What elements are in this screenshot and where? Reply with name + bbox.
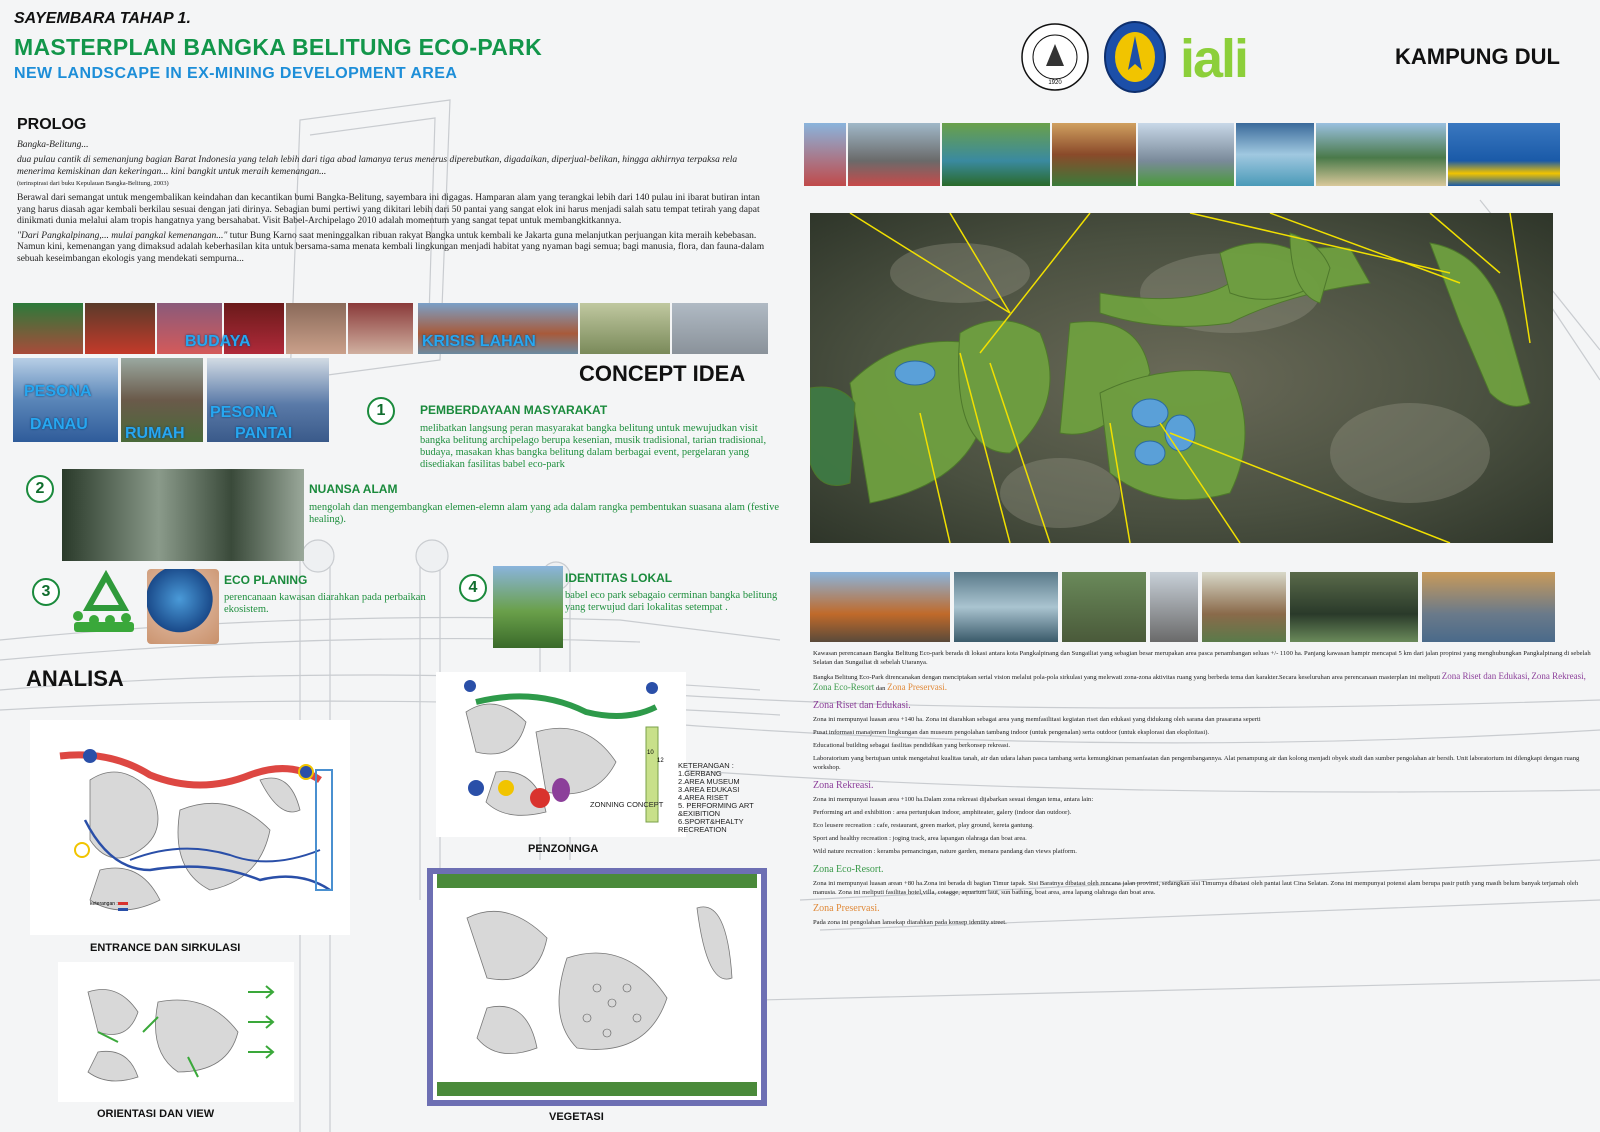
zoning-legend-item: 1.GERBANG — [678, 769, 722, 778]
prolog-heading: PROLOG — [17, 116, 87, 133]
zona-rekreasi-line-3: Eco leusere recreation : cafe, restaurant, green market, play ground, kereta gantung. — [813, 822, 1034, 829]
concept-number-1: 1 — [367, 397, 395, 425]
page-subtitle: NEW LANDSCAPE IN EX-MINING DEVELOPMENT AREA — [14, 65, 458, 82]
zone-list-and: dan — [875, 684, 886, 692]
zoning-number-10: 10 — [647, 750, 654, 756]
zoning-number-12: 12 — [657, 758, 664, 764]
zoning-legend-item: 3.AREA EDUKASI — [678, 785, 740, 794]
reference-photo-strip-bottom — [810, 572, 1555, 642]
zona-riset-line-1: Zona ini mempunyai luasan area +140 ha. Zona ini diarahkan sebagai area yang memfasilitasi kegiatan riset dan edukasi yang didukung oleh sarana dan prasarana seperti — [813, 716, 1261, 723]
competition-stage-label: SAYEMBARA TAHAP 1. — [14, 10, 191, 27]
concept-number-3: 3 — [32, 578, 60, 606]
prolog-quote-bung-karno: "Dari Pangkalpinang,... mulai pangkal kemenangan..." — [17, 230, 228, 241]
zone-list-riset: Zona Riset dan Edukasi, — [1441, 671, 1530, 681]
zoning-legend-item: 2.AREA MUSEUM — [678, 777, 740, 786]
vegetasi-caption: VEGETASI — [549, 1111, 604, 1123]
masterplan-aerial-map — [810, 213, 1553, 543]
concept-text-2: mengolah dan mengembangkan elemen-elemn alam yang ada dalam rangka pembentukan suasana alam (festive healing). — [309, 502, 779, 525]
recycle-people-icon — [66, 568, 146, 638]
description-intro-2-text: Bangka Belitung Eco-Park direncanakan dengan menciptakan serial vision melalui pola-pola sirkulasi yang melewati zona-zona aktivitas ruang yang berbeda tema dan karakter.Secara keseluruhan area perencanaan masterplan ini meliputi — [813, 674, 1441, 681]
zona-preservasi-line-1: Pada zona ini pengolahan lansekap diarahkan pada konsep identity street. — [813, 919, 1007, 926]
rumah-label: RUMAH — [125, 425, 185, 442]
prolog-salutation: Bangka-Belitung... — [17, 140, 89, 150]
zona-riset-line-2: Pusat informasi manajemen lingkungan dan museum pengolahan tambang indoor (untuk pengenalan) serta outdoor (untuk eksplorasi dan eksploitasi). — [813, 729, 1210, 736]
pesona-danau-label-1: PESONA — [24, 383, 92, 400]
prolog-text — [17, 140, 767, 265]
penzonnga-map — [436, 672, 686, 837]
zona-riset-line-4: Laboratorium yang bertujuan untuk mengetahui kualitas tanah, air dan udara lahan pasca tambang serta kemungkinan pemanfaatan dan pengembangannya. Alat penampung air dan kolong menjadi obyek studi dan sumber pengolahan air bersih. Unit laboratorium ini dilengkapi dengan ruang workshop. — [813, 755, 1580, 771]
pesona-pantai-label-2: PANTAI — [235, 425, 293, 442]
pesona-danau-label-2: DANAU — [30, 416, 88, 433]
penzonnga-caption: PENZONNGA — [528, 843, 599, 855]
iali-logo: iali — [1180, 29, 1248, 89]
prolog-paragraph-2 — [17, 231, 767, 266]
description-intro: Kawasan perencanaan Bangka Belitung Eco-park berada di lokasi antara kota Pangkalpinang dan Sungailiat yang sebagian besar merupakan area pasca penambangan seluas +/- 1100 ha. Panjang kawasan hampir mencapai 5 km dari jalan propinsi yang menghubungkan Pangkalpinang di sebelah Selatan dan Sungailiat di sebelah Utaranya. — [813, 650, 1591, 666]
zona-rekreasi-heading: Zona Rekreasi. — [813, 780, 874, 791]
prolog-source: (terinspirasi dari buku Kepulauan Bangka-Belitung, 2003) — [17, 180, 169, 187]
prolog-paragraph-2-body: tutur Bung Karno saat meninggalkan ribuan rakyat Bangka untuk kembali ke Jakarta guna melanjutkan perjuangan kita meraih kebebasan. Namun kini, kemenangan yang dimaksud adalah keberhasilan kita untuk bersama-sama menata kembali lingkungan menjadi habitat yang nyaman bagi semua; bagi manusia, flora, dan fauna-dalam sebuah keseimbangan ekologis yang mendekati sempurna... — [17, 230, 765, 264]
keterangan-small-label: keterangan : — [90, 901, 118, 907]
zona-rekreasi-line-2: Performing art and exhibition : area pertunjukan indoor, amphiteater, galery (indoor dan outdoor). — [813, 809, 1072, 816]
zoning-legend-item: 5. PERFORMING ART — [678, 801, 754, 810]
orientasi-view-caption: ORIENTASI DAN VIEW — [97, 1108, 215, 1120]
entrance-sirkulasi-caption: ENTRANCE DAN SIRKULASI — [90, 942, 241, 954]
zoning-legend-item: 6.SPORT&HEALTY — [678, 817, 744, 826]
zoning-legend — [678, 762, 754, 834]
identitas-lokal-house-photo — [493, 566, 563, 648]
concept-title-3: ECO PLANING — [224, 573, 308, 587]
zona-resort-line-1: Zona ini mempunyai luasan arean +80 ha.Zona ini berada di bagian Timur tapak. Sisi Baratnya dibatasi oleh rencana jalan provinsi, sedangkan sisi Timurnya dibatasi oleh pantai laut Cina Selatan. Zona ini mempunyai potensi alam berupa pasir putih yang masih belum banyak terjamah oleh manusia. Zona ini meliputi fasilitas hotel,villa, cotagge, aquarium laut, sun bathing, boat area, area lapang olahraga dan boat area. — [813, 880, 1579, 896]
itb-year: 1920 — [1048, 80, 1062, 86]
zone-list-preservasi: Zona Preservasi. — [887, 681, 948, 692]
concept-heading: CONCEPT IDEA — [579, 361, 746, 386]
entrance-sirkulasi-map — [30, 720, 350, 935]
zona-riset-heading: Zona Riset dan Edukasi. — [813, 700, 911, 711]
zoning-legend-item: RECREATION — [678, 825, 727, 834]
zonning-concept-label: ZONNING CONCEPT — [590, 800, 664, 809]
zona-riset-line-3: Educational building sebagai fasilitas pendidikan yang berkonsep rekreasi. — [813, 742, 1011, 749]
zoning-legend-title: KETERANGAN : — [678, 761, 734, 770]
description-intro-2 — [813, 672, 1593, 693]
pesona-pantai-label-1: PESONA — [210, 404, 278, 421]
vegetasi-map — [427, 868, 767, 1106]
concept-text-4: babel eco park sebagaio cerminan bangka belitung yang terwujud dari lokalitas setempat . — [565, 590, 778, 613]
analisa-heading: ANALISA — [26, 666, 124, 691]
team-name: KAMPUNG DUL — [1395, 44, 1560, 69]
budaya-label: BUDAYA — [185, 333, 251, 350]
page-title: MASTERPLAN BANGKA BELITUNG ECO-PARK — [14, 34, 542, 60]
itb-logo — [1020, 22, 1090, 92]
university-crest-logo — [1102, 20, 1168, 94]
concept-number-2: 2 — [26, 475, 54, 503]
zona-rekreasi-line-1: Zona ini mempunyai luasan area +100 ha.Dalam zona rekreasi dijabarkan sesuai dengan tema, antara lain: — [813, 796, 1094, 803]
zona-rekreasi-line-4: Sport and healthy recreation : joging track, area lapangan olahraga dan boat area. — [813, 835, 1027, 842]
zona-preservasi-heading: Zona Preservasi. — [813, 903, 880, 914]
concept-text-1: melibatkan langsung peran masyarakat bangka belitung untuk mewujudkan visit bangka belitung archipelago berupa kesenian, musik tradisional, tarian tradisional, budaya, masakan khas bangka belitung dalam berbagai event, pergelaran yang disediakan fasilitas babel eco-park — [420, 423, 767, 470]
zona-rekreasi-line-5: Wild nature recreation : keramba pemancingan, nature garden, menara pandang dan views platform. — [813, 848, 1077, 855]
concept-text-3: perencanaan kawasan diarahkan pada perbaikan ekosistem. — [224, 592, 426, 615]
concept-number-4: 4 — [459, 574, 487, 602]
concept-title-1: PEMBERDAYAAN MASYARAKAT — [420, 403, 608, 417]
orientasi-view-map — [58, 962, 294, 1102]
concept-title-2: NUANSA ALAM — [309, 482, 398, 496]
concept-title-4: IDENTITAS LOKAL — [565, 571, 673, 585]
nuansa-alam-forest-photo — [62, 469, 304, 561]
zoning-legend-item: &EXIBITION — [678, 809, 721, 818]
zone-list-rekreasi: Zona Rekreasi, — [1531, 671, 1586, 681]
zoning-legend-item: 4.AREA RISET — [678, 793, 729, 802]
zone-list-resort: Zona Eco-Resort — [813, 681, 875, 692]
prolog-paragraph-1: Berawal dari semangat untuk mengembalikan keindahan dan kecantikan bumi Bangka-Belitung, sayembara ini digagas. Hamparan alam yang terangkai lebih dari 140 pulau ini ibarat butiran intan yang harus diasah agar kembali berkilau sesuai dengan jati dirinya. Sebagian bumi pertiwi yang dikitari lebih dari 50 pantai yang sangat elok ini harus menjadi salah satu tempat tetirah yang dapat dinikmati dunia melalui alam tropis hangatnya yang bersahabat. Visit Babel-Archipelago 2010 adalah momentum yang sangat tepat untuk membangkitkannya. — [17, 193, 760, 226]
zona-resort-heading: Zona Eco-Resort. — [813, 864, 884, 875]
eco-globe-hands-photo — [147, 569, 219, 644]
reference-photo-strip-top — [804, 123, 1560, 186]
prolog-quote: dua pulau cantik di semenanjung bagian Barat Indonesia yang telah lebih dari tiga abad lamanya terus menerus diperebutkan, digadaikan, diperjual-belikan, hingga akhirnya terpaksa rela menerima kemiskinan dan kekeringan... kini bangkit untuk meraih kemenangan... — [17, 155, 738, 177]
krisis-lahan-label: KRISIS LAHAN — [422, 333, 536, 350]
